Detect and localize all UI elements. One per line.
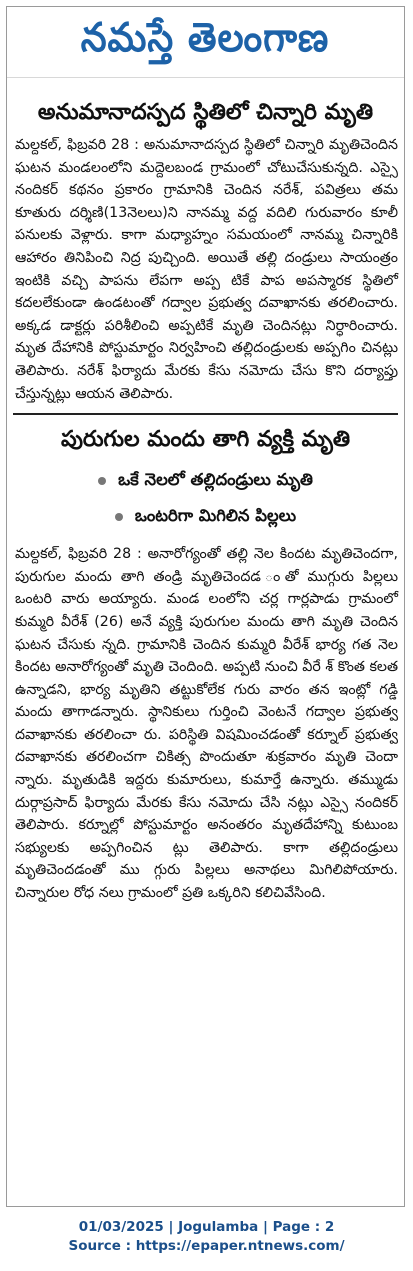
masthead [7, 7, 404, 78]
bullet-icon [115, 513, 123, 521]
newspaper-clipping [6, 6, 405, 1207]
source-footer [0, 1218, 413, 1256]
source-link[interactable]: Source : https://epaper.ntnews.com/ [68, 1238, 345, 1254]
article-2-headline: పురుగుల మందు తాగి వ్యక్తి మృతి [60, 427, 351, 453]
article-1-body: మల్దకల్, ఫిబ్రవరి 28 : అనుమానాదస్పద స్థితిలో చిన్నారి మృతిచెందిన ఘటన మండలంలోని మద్దెలబండ గ్రామంలో చోటుచేసుకున్నది. ఎస్సై నందికర్ కథనం ప్రకారం గ్రామానికి చెందిన నరేశ్, పవిత్రలు తమ కూతురు దర్శిణి(13నెలలు)ని నానమ్మ వద్ద వదిలి గురువారం కూలీ పనులకు వెళ్లారు. కాగా మధ్యాహ్నం సమయంలో నానమ్మ చిన్నారికి ఆహారం తినిపించి నిద్ర పుచ్చింది. అయితే తల్లి దండ్రులు సాయంత్రం ఇంటికి వచ్చి పాపను లేపగా అప్ప టికే పాప అపస్మారక స్థితిలో కదలలేకుండా ఉండటంతో గద్వాల ప్రభుత్వ దవాఖానకు తరలించారు. అక్కడ డాక్టర్లు పరిశీలించి అప్పటికే మృతి చెందినట్లు నిర్ధారించారు. మృత దేహానికి పోస్టుమార్టం నిర్వహించి తల్లిదండ్రులకు అప్పగిం చినట్లు తెలిపారు. నరేశ్ ఫిర్యాదు మేరకు కేసు నమోదు చేసు కొని దర్యాప్తు చేస్తున్నట్లు ఆయన తెలిపారు. [15, 137, 398, 402]
bullet-icon [98, 477, 106, 485]
article-1-headline: అనుమానాదస్పద స్థితిలో చిన్నారి మృతి [37, 100, 374, 125]
edition-info: 01/03/2025 | Jogulamba | Page : 2 [78, 1219, 335, 1235]
subhead-text: ఒకే నెలలో తల్లిదండ్రులు మృతి [118, 469, 313, 489]
article-2-subhead-2 [7, 499, 404, 535]
article-2-subhead-1 [7, 463, 404, 499]
article-2-body: మల్దకల్, ఫిబ్రవరి 28 : అనారోగ్యంతో తల్లి నెల కిందట మృతిచెందగా, పురుగుల మందు తాగి తండ్రి మృతిచెందడ ంతో ముగ్గురు పిల్లలు ఒంటరి వారు అయ్యారు. మండ లంలోని చర్ల గార్లపాడు గ్రామంలో కుమ్మరి వీరేశ్ (26) అనే వ్యక్తి పురుగుల మందు తాగి మృతి చెందిన ఘటన చేసుకు న్నది. గ్రామానికి చెందిన కుమ్మరి వీరేశ్ భార్య గత నెల కిందట అనారోగ్యంతో మృతి చెందింది. అప్పటి నుంచి వీరే శ్ కొంత కలత ఉన్నాడని, భార్య మృతిని తట్టుకోలేక గురు వారం తన ఇంట్లో గడ్డి మందు తాగాడన్నారు. స్థానికులు గుర్తించి వెంటనే గద్వాల ప్రభుత్వ దవాఖానకు తరలించా రు. పరిస్థితి విషమించడంతో కర్నూల్ ప్రభుత్వ దవాఖానకు తరలించగా చికిత్స పొందుతూ శుక్రవారం మృతి చెందా న్నారు. మృతుడికి ఇద్దరు కుమారులు, కుమార్తే ఉన్నారు. తమ్ముడు దుర్గాప్రసాద్ ఫిర్యాదు మేరకు కేసు నమోదు చేసి నట్లు ఎస్సై నందికర్ తెలిపారు. కర్నూల్లో పోస్టుమార్టం అనంతరం మృతదేహాన్ని కుటుంబ సభ్యులకు అప్పగించిన ట్లు తెలిపారు. కాగా తల్లిదండ్రులు మృతిచెందడంతో ము గ్గురు పిల్లలు అనాథలు మిగిలిపోయారు. చిన్నారుల రోధ నలు గ్రామంలో ప్రతి ఒక్కరిని కలిచివేసింది. [15, 546, 398, 902]
masthead-title: నమస్తే తెలంగాణ [81, 13, 330, 61]
subhead-text: ఒంటరిగా మిగిలిన పిల్లలు [134, 505, 297, 525]
